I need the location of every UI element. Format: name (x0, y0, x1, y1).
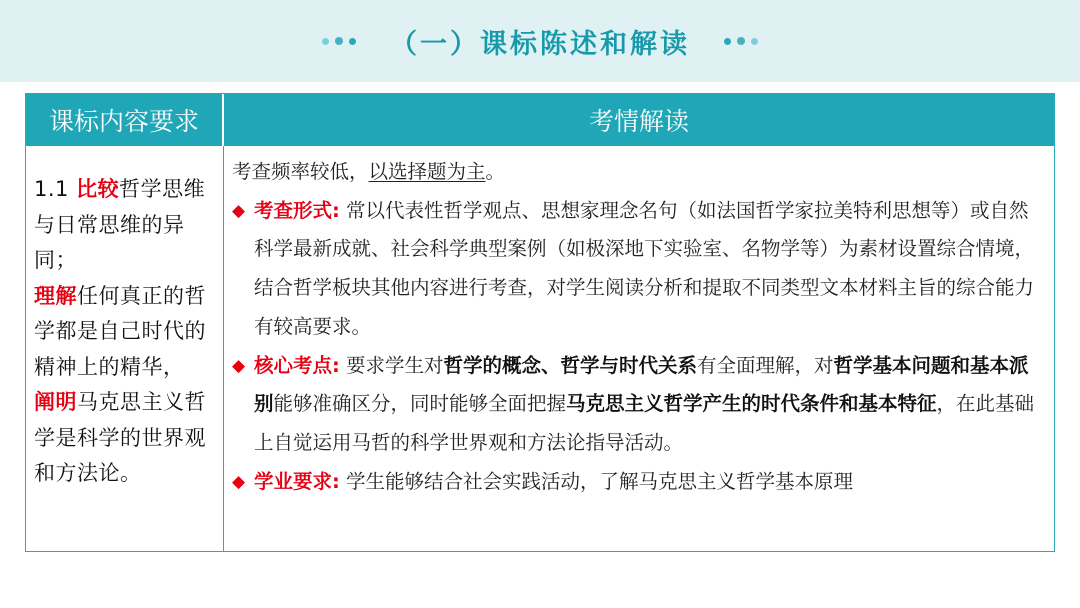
header-curriculum-requirements: 课标内容要求 (26, 94, 224, 146)
core-points-label: 核心考点: (254, 353, 340, 377)
exam-form-text: 常以代表性哲学观点、思想家理念名句（如法国哲学家拉美特利思想等）或自然科学最新成就、社会科学典型案例（如极深地下实验室、名物学等）为素材设置综合情境，结合哲学板块其他内容进行考查，对学生阅读分析和提取不同类型文本材料主旨的综合能力有较高要求。 (254, 198, 1035, 338)
academic-requirements-text: 学生能够结合社会实践活动，了解马克思主义哲学基本原理 (339, 469, 854, 493)
core-points-bold-2: 哲学基本问题和基本派别 (254, 353, 1029, 416)
core-points-text-e: 能够准确区分，同时能够全面把握 (273, 392, 567, 416)
keyword-explain: 阐明 (34, 390, 77, 414)
left-dots-decoration (322, 37, 356, 45)
requirement-text-2: 任何真正的哲学都是自己时代的精神上的精华， (34, 283, 206, 379)
dot-icon (724, 38, 731, 45)
dot-icon (349, 38, 356, 45)
diamond-bullet-icon: ◆ (232, 355, 246, 376)
core-points-bold-1: 哲学的概念、哲学与时代关系 (443, 353, 698, 377)
dot-icon (751, 38, 758, 45)
diamond-bullet-icon: ◆ (232, 471, 246, 492)
list-item-core-points (232, 347, 1046, 463)
exam-form-label: 考查形式: (254, 198, 340, 222)
title-banner (0, 0, 1080, 82)
exam-analysis-cell (224, 146, 1054, 551)
core-points-text-c: 有全面理解，对 (697, 353, 834, 377)
diamond-bullet-icon: ◆ (232, 200, 246, 221)
curriculum-requirements-cell (26, 146, 224, 551)
frequency-intro (232, 153, 1046, 192)
core-points-text-a: 要求学生对 (339, 353, 444, 377)
intro-underlined-text: 以选择题为主 (368, 160, 486, 183)
dot-icon (335, 37, 343, 45)
header-exam-analysis: 考情解读 (588, 107, 689, 136)
core-points-bold-3: 马克思主义哲学产生的时代条件和基本特征 (566, 392, 937, 416)
requirement-number: 1.1 (34, 177, 77, 201)
table-header-row (26, 94, 1054, 146)
intro-text-c: 。 (485, 160, 506, 183)
list-item-exam-form (232, 192, 1046, 347)
intro-text-a: 考查频率较低， (232, 160, 369, 183)
dot-icon (737, 37, 745, 45)
academic-requirements-label: 学业要求: (254, 469, 340, 493)
core-points-text-g: ，在此基础上自觉运用马哲的科学世界观和方法论指导活动。 (254, 392, 1035, 454)
curriculum-table (25, 93, 1055, 552)
table-body-row (26, 146, 1054, 551)
banner-inner (322, 22, 758, 61)
section-title: （一）课标陈述和解读 (390, 28, 690, 60)
right-dots-decoration (724, 37, 758, 45)
dot-icon (322, 38, 329, 45)
requirement-text-1: 哲学思维与日常思维的异同； (34, 177, 206, 272)
keyword-understand: 理解 (34, 283, 77, 308)
keyword-compare: 比较 (76, 177, 120, 201)
requirement-text-3: 马克思主义哲学是科学的世界观和方法论。 (34, 390, 206, 485)
list-item-academic-requirements (232, 463, 1046, 502)
